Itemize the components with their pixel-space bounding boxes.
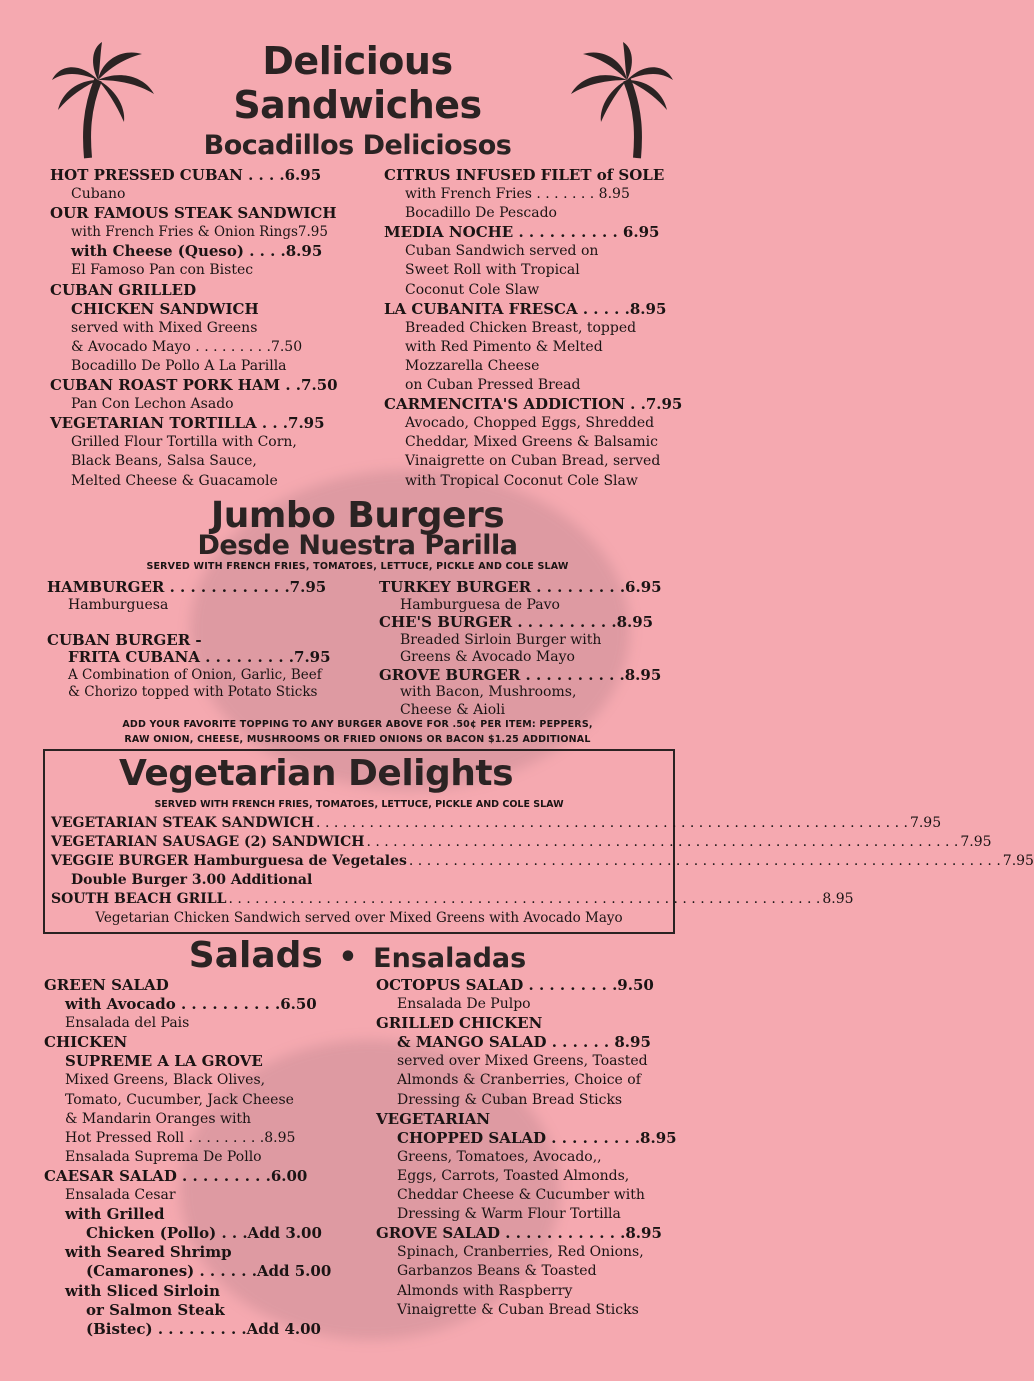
menu-line: served with Mixed Greens: [71, 319, 258, 336]
menu-line: & MANGO SALAD . . . . . . 8.95: [397, 1033, 651, 1052]
menu-line: CUBAN ROAST PORK HAM . .7.50: [50, 376, 338, 395]
menu-line: & Chorizo topped with Potato Sticks: [68, 684, 318, 700]
menu-line: Greens, Tomatoes, Avocado,,: [397, 1148, 602, 1165]
menu-line: MEDIA NOCHE . . . . . . . . . . 6.95: [384, 223, 660, 242]
menu-line: Sweet Roll with Tropical: [405, 262, 580, 279]
salads-title-bullet: •: [338, 940, 358, 975]
menu-line: Tomato, Cucumber, Jack Cheese: [65, 1091, 294, 1108]
burger-topping-note-2: RAW ONION, CHEESE, MUSHROOMS OR FRIED ONIONS OR BACON $1.25 ADDITIONAL: [124, 734, 591, 745]
menu-line: Cubano: [71, 186, 126, 203]
vegetarian-item-price: 8.95: [822, 891, 854, 907]
vegetarian-item-name: VEGETARIAN STEAK SANDWICH: [51, 815, 315, 831]
menu-line: Pan Con Lechon Asado: [71, 396, 234, 413]
menu-line: served over Mixed Greens, Toasted: [397, 1053, 648, 1070]
dot-leader: . . . . . . . . . . . . . . . . . . . . . . . . . . . . . . . . . . . . . . . . . . . . . . . . . . . . . . . . . . . . . . . . . . .: [316, 815, 908, 831]
dot-leader: . . . . . . . . . . . . . . . . . . . . . . . . . . . . . . . . . . . . . . . . . . . . . . . . . . . . . . . . . . . . . . . . . . .: [228, 891, 821, 907]
menu-line: Mixed Greens, Black Olives,: [65, 1072, 266, 1089]
menu-line: VEGETARIAN: [376, 1109, 491, 1128]
menu-line: on Cuban Pressed Bread: [405, 377, 581, 394]
salads-title: [0, 935, 715, 976]
burger-topping-note-1: ADD YOUR FAVORITE TOPPING TO ANY BURGER ABOVE FOR .50¢ PER ITEM: PEPPERS,: [122, 719, 593, 730]
menu-line: Ensalada del Pais: [65, 1015, 190, 1032]
vegetarian-item-row: [51, 890, 854, 909]
menu-line: Vinaigrette on Cuban Bread, served: [405, 453, 661, 470]
menu-line: Ensalada Suprema De Pollo: [65, 1148, 262, 1165]
menu-line: or Salmon Steak: [86, 1300, 225, 1319]
vegetarian-served-with: SERVED WITH FRENCH FRIES, TOMATOES, LETTUCE, PICKLE AND COLE SLAW: [154, 799, 564, 810]
menu-line: Breaded Sirloin Burger with: [400, 631, 602, 648]
menu-line: LA CUBANITA FRESCA . . . . .8.95: [384, 299, 667, 318]
menu-line: CHICKEN SANDWICH: [71, 299, 259, 318]
salads-title-en: Salads: [188, 935, 323, 976]
menu-line: Bocadillo De Pollo A La Parilla: [71, 357, 287, 374]
menu-line: Melted Cheese & Guacamole: [71, 472, 278, 489]
vegetarian-item-name: VEGGIE BURGER Hamburguesa de Vegetales: [51, 853, 407, 869]
menu-line: Almonds & Cranberries, Choice of: [397, 1072, 641, 1089]
menu-line: SUPREME A LA GROVE: [65, 1052, 263, 1071]
menu-line: Dressing & Warm Flour Tortilla: [397, 1206, 621, 1223]
menu-line: CHOPPED SALAD . . . . . . . . .8.95: [397, 1128, 677, 1147]
menu-line: GREEN SALAD: [44, 976, 169, 994]
menu-line: with Grilled: [65, 1205, 165, 1224]
burgers-subtitle: Desde Nuestra Parilla: [197, 530, 518, 561]
menu-line: (Bistec) . . . . . . . . .Add 4.00: [86, 1319, 321, 1338]
menu-line: Grilled Flour Tortilla with Corn,: [71, 434, 297, 451]
vegetarian-item-price: 7.95: [1002, 853, 1034, 869]
menu-line: Coconut Cole Slaw: [405, 281, 540, 298]
menu-line: with Tropical Coconut Cole Slaw: [405, 472, 638, 489]
menu-line: HAMBURGER . . . . . . . . . . . .7.95: [47, 578, 327, 596]
dot-leader: . . . . . . . . . . . . . . . . . . . . . . . . . . . . . . . . . . . . . . . . . . . . . . . . . . . . . . . . . . . . . . . . . . .: [366, 834, 959, 850]
menu-line: (Camarones) . . . . . .Add 5.00: [86, 1262, 332, 1281]
sandwiches-left-column: [50, 166, 370, 491]
menu-line: A Combination of Onion, Garlic, Beef: [68, 666, 322, 683]
burgers-right-column: [379, 579, 689, 719]
menu-line: with Seared Shrimp: [65, 1243, 232, 1262]
menu-line: Eggs, Carrots, Toasted Almonds,: [397, 1167, 630, 1184]
sandwiches-right-column: [384, 166, 694, 491]
menu-line: HOT PRESSED CUBAN . . . .6.95: [50, 166, 322, 184]
menu-line: Hamburguesa: [68, 596, 169, 613]
burgers-served-with: SERVED WITH FRENCH FRIES, TOMATOES, LETTUCE, PICKLE AND COLE SLAW: [146, 561, 569, 572]
menu-line: Hot Pressed Roll . . . . . . . . .8.95: [65, 1129, 296, 1146]
menu-line: TURKEY BURGER . . . . . . . . .6.95: [379, 578, 662, 596]
vegetarian-title: Vegetarian Delights: [119, 753, 514, 794]
menu-line: FRITA CUBANA . . . . . . . . .7.95: [68, 648, 331, 666]
menu-line: Hamburguesa de Pavo: [400, 596, 560, 613]
menu-line: CAESAR SALAD . . . . . . . . .6.00: [44, 1166, 308, 1185]
menu-line: Avocado, Chopped Eggs, Shredded: [405, 415, 655, 432]
menu-line: Garbanzos Beans & Toasted: [397, 1263, 597, 1280]
vegetarian-item-row: [51, 852, 1034, 871]
menu-line: with French Fries . . . . . . . 8.95: [405, 186, 630, 203]
vegetarian-item-name: SOUTH BEACH GRILL: [51, 891, 227, 907]
vegetarian-item-row: [51, 814, 942, 833]
vegetarian-item-row: [51, 833, 992, 852]
menu-line: Spinach, Cranberries, Red Onions,: [397, 1244, 644, 1261]
menu-line: with Sliced Sirloin: [65, 1281, 221, 1300]
menu-line: Cheddar Cheese & Cucumber with: [397, 1187, 645, 1204]
menu-line: Vinaigrette & Cuban Bread Sticks: [397, 1301, 639, 1318]
vegetarian-item-price: 7.95: [960, 834, 992, 850]
menu-line: El Famoso Pan con Bistec: [71, 262, 254, 279]
salads-title-es: Ensaladas: [373, 943, 527, 974]
vegetarian-section-box: [43, 749, 1034, 934]
menu-line: Mozzarella Cheese: [405, 357, 540, 374]
burgers-title: Jumbo Burgers: [210, 495, 505, 536]
double-burger-note: Double Burger 3.00 Additional: [71, 872, 313, 888]
burgers-left-column: [47, 579, 367, 702]
menu-line: Cheese & Aioli: [400, 701, 506, 718]
menu-line: Cheddar, Mixed Greens & Balsamic: [405, 434, 658, 451]
menu-line: GRILLED CHICKEN: [376, 1014, 543, 1033]
menu-line: CUBAN BURGER -: [47, 630, 202, 649]
menu-line: with Bacon, Mushrooms,: [400, 684, 577, 700]
menu-line: & Avocado Mayo . . . . . . . . .7.50: [71, 338, 303, 355]
south-beach-description: Vegetarian Chicken Sandwich served over Mixed Greens with Avocado Mayo: [95, 910, 623, 926]
menu-line: CHE'S BURGER . . . . . . . . . .8.95: [379, 613, 654, 631]
menu-line: Chicken (Pollo) . . .Add 3.00: [86, 1224, 322, 1243]
dot-leader: . . . . . . . . . . . . . . . . . . . . . . . . . . . . . . . . . . . . . . . . . . . . . . . . . . . . . . . . . . . . . . . . . . .: [408, 853, 1001, 869]
menu-line: OUR FAMOUS STEAK SANDWICH: [50, 204, 337, 223]
menu-line: CUBAN GRILLED: [50, 280, 197, 299]
menu-line: CARMENCITA'S ADDICTION . .7.95: [384, 395, 683, 414]
salads-right-column: [376, 976, 691, 1320]
menu-line: CITRUS INFUSED FILET of SOLE: [384, 166, 665, 184]
menu-line: with Cheese (Queso) . . . .8.95: [71, 242, 323, 261]
sandwiches-subtitle: Bocadillos Deliciosos: [203, 130, 512, 161]
menu-line: GROVE BURGER . . . . . . . . . .8.95: [379, 665, 662, 684]
menu-line: with Red Pimento & Melted: [405, 338, 603, 355]
menu-line: CHICKEN: [44, 1033, 128, 1052]
vegetarian-item-name: VEGETARIAN SAUSAGE (2) SANDWICH: [51, 834, 365, 850]
menu-line: with French Fries & Onion Rings7.95: [71, 224, 328, 241]
menu-line: Dressing & Cuban Bread Sticks: [397, 1091, 623, 1108]
menu-line: Ensalada Cesar: [65, 1187, 176, 1204]
menu-line: Greens & Avocado Mayo: [400, 649, 575, 665]
menu-line: Ensalada De Pulpo: [397, 996, 531, 1013]
vegetarian-item-price: 7.95: [909, 815, 942, 831]
menu-line: Almonds with Raspberry: [397, 1282, 573, 1299]
menu-line: OCTOPUS SALAD . . . . . . . . .9.50: [376, 976, 654, 994]
sandwiches-title-line1: Delicious: [262, 39, 453, 83]
menu-line: Black Beans, Salsa Sauce,: [71, 453, 257, 470]
menu-line: Cuban Sandwich served on: [405, 243, 599, 260]
menu-line: GROVE SALAD . . . . . . . . . . . .8.95: [376, 1224, 662, 1243]
menu-line: Breaded Chicken Breast, topped: [405, 319, 637, 336]
menu-line: [47, 614, 367, 632]
salads-left-column: [44, 976, 364, 1339]
sandwiches-title-line2: Sandwiches: [233, 83, 482, 127]
menu-line: VEGETARIAN TORTILLA . . .7.95: [50, 414, 325, 433]
menu-line: Bocadillo De Pescado: [405, 205, 557, 222]
menu-line: & Mandarin Oranges with: [65, 1110, 252, 1127]
menu-line: with Avocado . . . . . . . . . .6.50: [65, 995, 317, 1014]
vegetarian-items: [45, 810, 1034, 928]
